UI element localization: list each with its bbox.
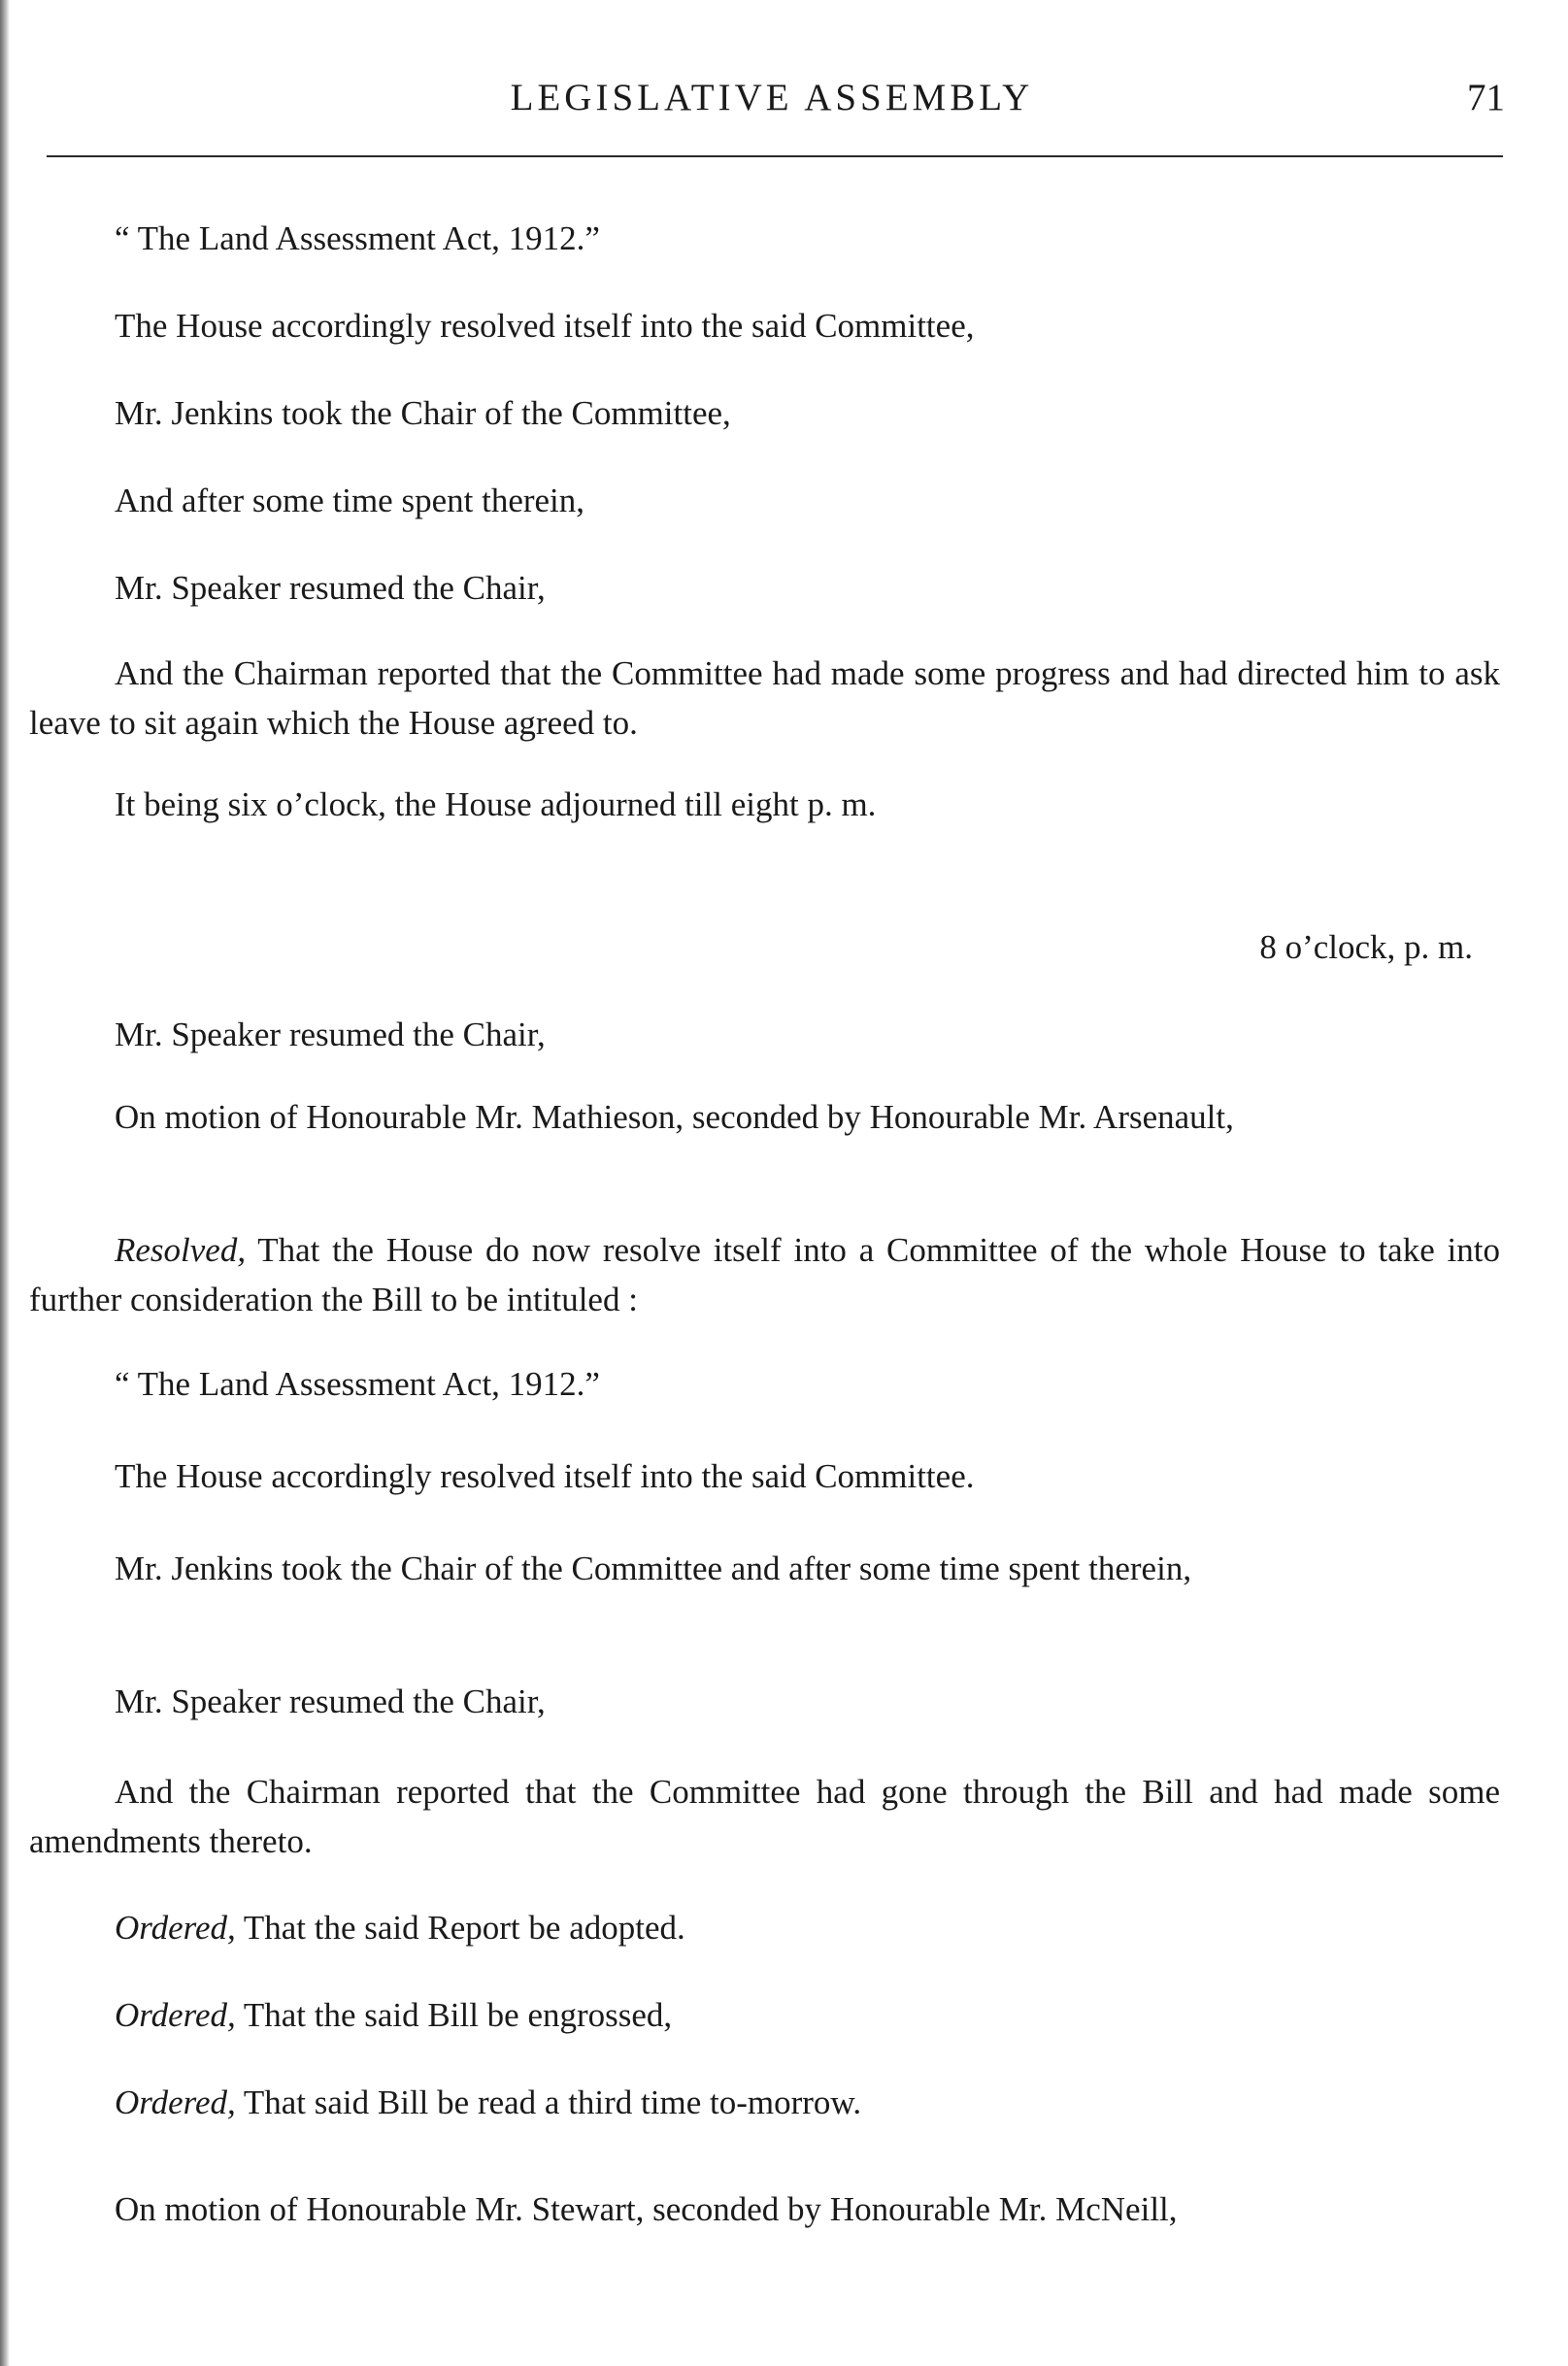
header-rule xyxy=(47,155,1503,157)
paragraph-ordered-third-reading: Ordered, That said Bill be read a third time to-morrow. xyxy=(115,2083,862,2121)
ordered-label: Ordered, xyxy=(115,2083,236,2121)
paragraph-chair-taken-2: Mr. Jenkins took the Chair of the Committee and after some time spent therein, xyxy=(115,1550,1192,1587)
paragraph-chairman-report-2: And the Chairman reported that the Committee had gone through the Bill and had made some amendments thereto. xyxy=(29,1773,1500,1860)
resolved-label: Resolved, xyxy=(115,1231,247,1269)
paragraph-chair-taken: Mr. Jenkins took the Chair of the Committee, xyxy=(115,394,731,432)
paragraph-motion-stewart: On motion of Honourable Mr. Stewart, seconded by Honourable Mr. McNeill, xyxy=(115,2190,1178,2228)
paragraph-house-resolved: The House accordingly resolved itself into the said Committee, xyxy=(115,307,975,345)
running-title: LEGISLATIVE ASSEMBLY xyxy=(510,77,1034,118)
paragraph-speaker-resumed: Mr. Speaker resumed the Chair, xyxy=(115,569,546,607)
page-number: 71 xyxy=(1467,77,1505,118)
paragraph-act-title: “ The Land Assessment Act, 1912.” xyxy=(115,219,600,257)
paragraph-adjourned: It being six o’clock, the House adjourned till eight p. m. xyxy=(115,785,877,823)
ordered-label: Ordered, xyxy=(115,1996,236,2034)
paragraph-house-resolved-2: The House accordingly resolved itself into the said Committee. xyxy=(115,1457,975,1495)
paragraph-speaker-resumed-3: Mr. Speaker resumed the Chair, xyxy=(115,1683,546,1720)
paragraph-speaker-resumed-2: Mr. Speaker resumed the Chair, xyxy=(115,1016,546,1053)
ordered-label: Ordered, xyxy=(115,1909,236,1947)
paragraph-resolved: Resolved, That the House do now resolve itself into a Committee of the whole House to take into further consideration the Bill to be intituled : xyxy=(29,1231,1500,1318)
time-marker: 8 o’clock, p. m. xyxy=(1259,928,1473,966)
paragraph-ordered-report: Ordered, That the said Report be adopted. xyxy=(115,1909,685,1947)
paragraph-act-title-2: “ The Land Assessment Act, 1912.” xyxy=(115,1365,600,1403)
page-header xyxy=(39,76,1505,134)
paragraph-time-spent: And after some time spent therein, xyxy=(115,482,585,519)
paragraph-chairman-report: And the Chairman reported that the Committee had made some progress and had directed him to ask leave to sit again which the House agreed to. xyxy=(29,654,1500,742)
page-binding-edge xyxy=(0,0,10,2366)
paragraph-motion-mathieson: On motion of Honourable Mr. Mathieson, seconded by Honourable Mr. Arsenault, xyxy=(115,1098,1234,1136)
paragraph-ordered-engrossed: Ordered, That the said Bill be engrossed, xyxy=(115,1996,673,2034)
